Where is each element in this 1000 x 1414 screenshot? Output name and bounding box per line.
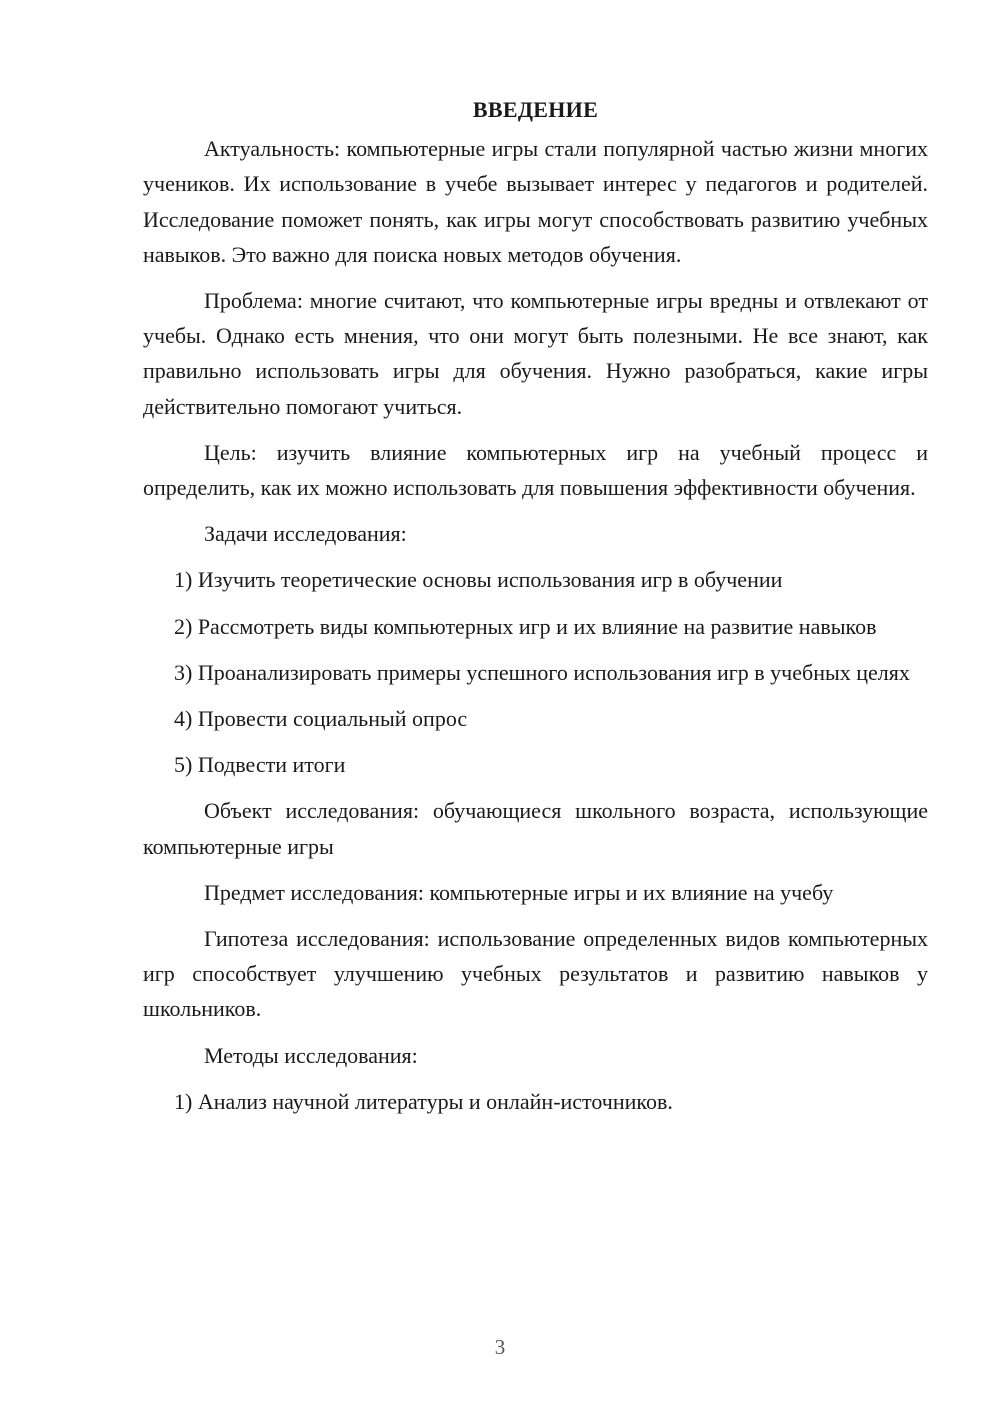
page-title: ВВЕДЕНИЕ	[472, 97, 599, 122]
object-paragraph: Объект исследования: обучающиеся школьного возраста, использующие компьютерные игры	[143, 798, 928, 859]
problem-paragraph: Проблема: многие считают, что компьютерные игры вредны и отвлекают от учебы. Однако есть мнения, что они могут быть полезными. Не все знают, как правильно использовать игры для обучения. Нужно разобраться, какие игры действительно помогают учиться.	[143, 288, 928, 419]
page-number: 3	[494, 1335, 506, 1359]
document-page	[143, 92, 928, 1130]
method-item-1: 1) Анализ научной литературы и онлайн-источников.	[174, 1088, 673, 1114]
task-item-4: 4) Провести социальный опрос	[174, 706, 468, 732]
task-item-5: 5) Подвести итоги	[174, 752, 346, 778]
methods-heading: Методы исследования:	[204, 1042, 418, 1068]
task-item-3: 3) Проанализировать примеры успешного использования игр в учебных целях	[174, 659, 910, 685]
goal-paragraph: Цель: изучить влияние компьютерных игр на учебный процесс и определить, как их можно использовать для повышения эффективности обучения.	[143, 439, 928, 501]
task-item-1: 1) Изучить теоретические основы использования игр в обучении	[174, 567, 783, 593]
hypothesis-paragraph: Гипотеза исследования: использование определенных видов компьютерных игр способствует улучшению учебных результатов и развитию навыков у школьников.	[143, 926, 928, 1022]
tasks-heading: Задачи исследования:	[204, 521, 407, 547]
relevance-paragraph: Актуальность: компьютерные игры стали популярной частью жизни многих учеников. Их использование в учебе вызывает интерес у педагогов и родителей. Исследование поможет понять, как игры могут способствовать развитию учебных навыков. Это важно для поиска новых методов обучения.	[143, 136, 928, 267]
subject-paragraph: Предмет исследования: компьютерные игры и их влияние на учебу	[204, 879, 834, 905]
task-item-2: 2) Рассмотреть виды компьютерных игр и их влияние на развитие навыков	[174, 613, 877, 639]
